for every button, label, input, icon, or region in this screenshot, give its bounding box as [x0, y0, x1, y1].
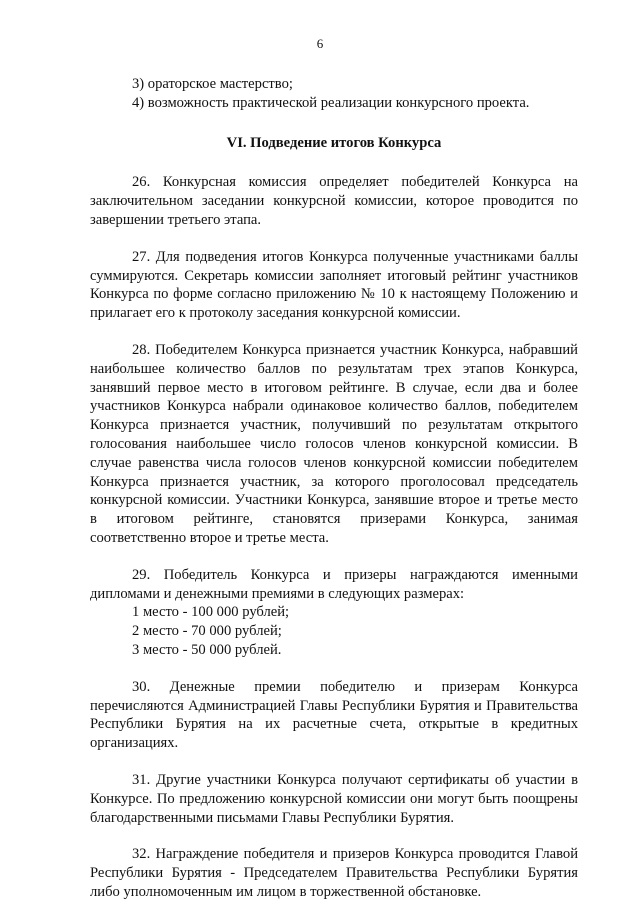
- paragraph-29: 29. Победитель Конкурса и призеры награждаются именными дипломами и денежными премиями в следующих размерах:: [90, 566, 578, 602]
- prize-item: 3 место - 50 000 рублей.: [132, 641, 282, 658]
- paragraph-26: 26. Конкурсная комиссия определяет победителей Конкурса на заключительном заседании конкурсной комиссии, которое проводится по завершении третьего этапа.: [90, 174, 578, 228]
- paragraph-28: 28. Победителем Конкурса признается участник Конкурса, набравший наибольшее количество баллов по результатам трех этапов Конкурса, занявший первое место в итоговом рейтинге. В случае, если два и более участников Конкурса набрали одинаковое количество баллов, победителем Конкурса признается участник, получивший по результатам открытого голосования наибольшее число голосов членов конкурсной комиссии. В случае равенства числа голосов членов конкурсной комиссии победителем Конкурса признается участник, за которого проголосовал председатель конкурсной комиссии. Участники Конкурса, занявшие второе и третье место в итоговом рейтинге, становятся призерами Конкурса, занимая соответственно второе и третье места.: [90, 341, 578, 546]
- paragraph-27: 27. Для подведения итогов Конкурса полученные участниками баллы суммируются. Секретарь комиссии заполняет итоговый рейтинг участников Конкурса по форме согласно приложению № 10 к настоящему Положению и прилагает его к протоколу заседания конкурсной комиссии.: [90, 248, 578, 322]
- paragraph-30: 30. Денежные премии победителю и призерам Конкурса перечисляются Администрацией Главы Республики Бурятия и Правительства Республики Бурятия на их расчетные счета, открытые в кредитных организациях.: [90, 678, 578, 752]
- list-item: 3) ораторское мастерство;: [132, 76, 293, 92]
- prize-list: [90, 603, 578, 659]
- paragraph-32: 32. Награждение победителя и призеров Конкурса проводится Главой Республики Бурятия - Председателем Правительства Республики Бурятия либо уполномоченным им лицом в торжественной обстановке.: [90, 846, 578, 900]
- section-heading: VI. Подведение итогов Конкурса: [226, 134, 442, 151]
- prize-item: 1 место - 100 000 рублей;: [132, 604, 290, 621]
- prize-item: 2 место - 70 000 рублей;: [132, 623, 282, 640]
- paragraph-31: 31. Другие участники Конкурса получают сертификаты об участии в Конкурсе. По предложению конкурсной комиссии они могут быть поощрены благодарственными письмами Главы Республики Бурятия.: [90, 771, 578, 826]
- page-number: 6: [316, 36, 324, 51]
- document-body: [90, 75, 578, 920]
- list-item: 4) возможность практической реализации конкурсного проекта.: [132, 94, 530, 111]
